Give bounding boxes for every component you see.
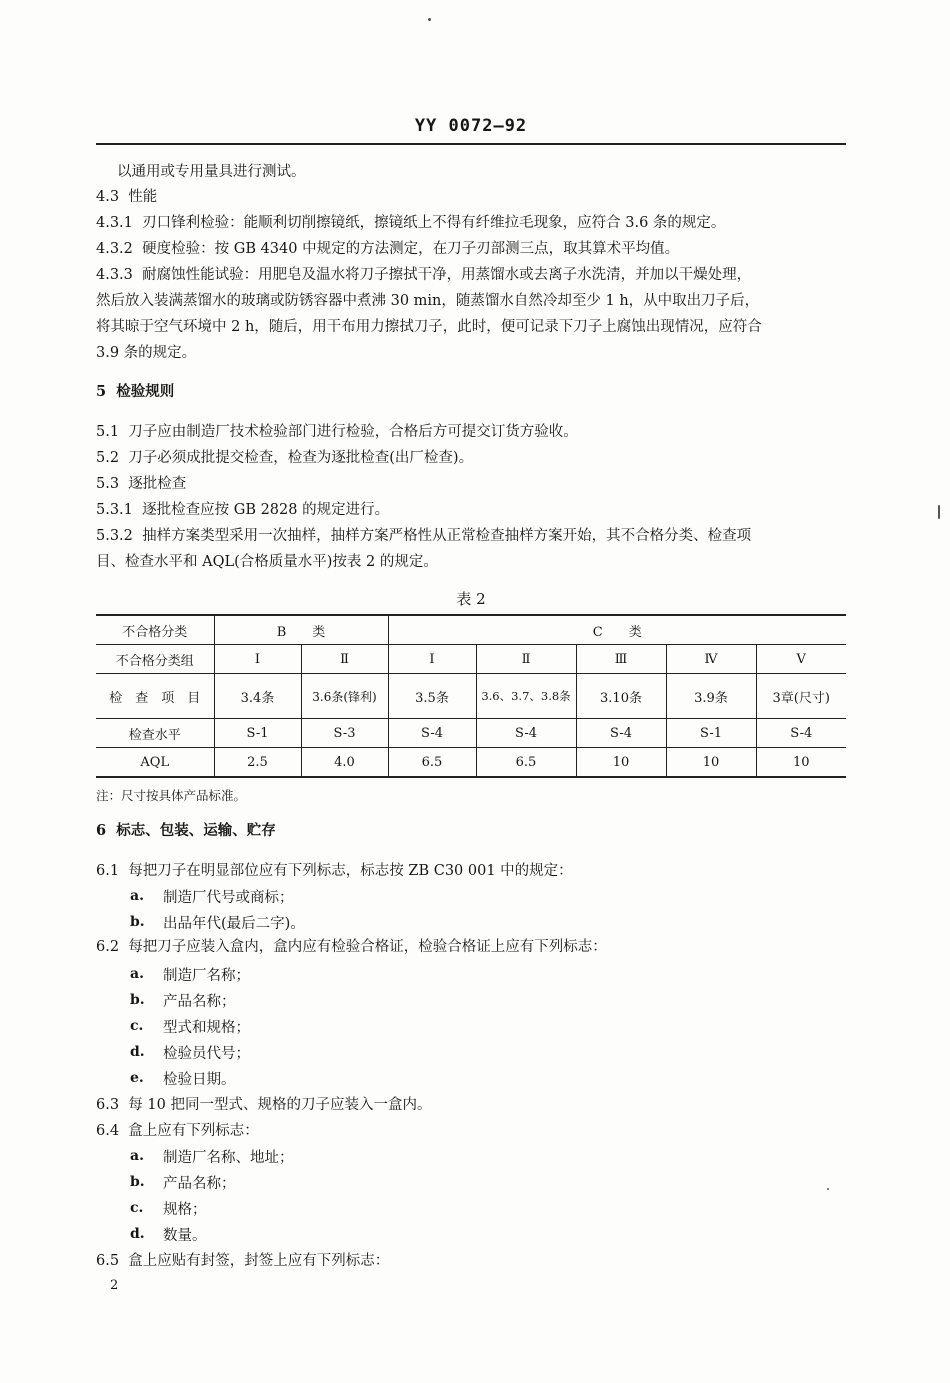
table-cell: 3.9条 — [666, 674, 756, 719]
table-cell: Ⅰ — [388, 645, 476, 674]
list-item-text: 产品名称； — [163, 1176, 236, 1192]
clause-number: 6.5 — [96, 1253, 120, 1269]
table-row-class — [96, 615, 846, 645]
clause-number: 5.3.2 — [96, 528, 133, 544]
list-item-text: 规格； — [163, 1202, 207, 1218]
clause-5-2 — [96, 448, 473, 468]
table-cell: 2.5 — [214, 748, 301, 778]
clause-number: 4.3.3 — [96, 267, 133, 283]
clause-number: 5.2 — [96, 450, 120, 466]
clause-text: 刃口锋利检验：能顺利切削擦镜纸，擦镜纸上不得有纤维拉毛现象，应符合 3.6 条的规定。 — [142, 215, 726, 231]
table-cell: 3.4条 — [214, 674, 301, 719]
list-item-text: 制造厂代号或商标； — [163, 890, 294, 906]
section-4-3 — [96, 187, 157, 207]
clause-text: 每把刀子在明显部位应有下列标志，标志按 ZB C30 001 中的规定： — [128, 863, 573, 879]
clause-4-3-3-line2: 然后放入装满蒸馏水的玻璃或防锈容器中煮沸 30 min，随蒸馏水自然冷却至少 1 h，从中取出刀子后， — [96, 293, 760, 309]
table-cell: 10 — [666, 748, 756, 778]
clause-4-3-3-line4: 3.9 条的规定。 — [96, 345, 197, 361]
scan-mark — [938, 505, 940, 519]
table-cell: S-4 — [576, 719, 666, 748]
list-item-text: 出品年代(最后二字)。 — [163, 916, 305, 932]
clause-4-3-3-line3: 将其晾于空气环境中 2 h，随后，用干布用力擦拭刀子，此时，便可记录下刀子上腐蚀出现情况，应符合 — [96, 319, 762, 335]
clause-text: 盒上应贴有封签，封签上应有下列标志： — [128, 1253, 390, 1269]
inspection-table — [96, 614, 846, 778]
clause-5-3-1 — [96, 500, 389, 520]
table-cell: 3.5条 — [388, 674, 476, 719]
clause-number: 4.3.2 — [96, 241, 133, 257]
scan-speck — [827, 1188, 829, 1190]
section-6 — [96, 821, 276, 841]
list-item-letter: b. — [130, 1174, 145, 1190]
table-row-group — [96, 645, 846, 674]
list-item-text: 数量。 — [163, 1228, 207, 1244]
row-label: 检查水平 — [96, 719, 214, 748]
clause-4-3-3 — [96, 265, 751, 285]
table-cell: Ⅲ — [576, 645, 666, 674]
list-item-letter: b. — [130, 992, 145, 1008]
clause-number: 5.3.1 — [96, 502, 133, 518]
table-cell: 3.6、3.7、3.8条 — [476, 674, 576, 719]
list-item-letter: a. — [130, 888, 144, 904]
page-number: 2 — [110, 1278, 119, 1293]
table-caption: 表 2 — [456, 590, 486, 608]
clause-6-2 — [96, 937, 607, 957]
list-item-letter: c. — [130, 1200, 144, 1216]
header-rule — [96, 143, 846, 145]
list-item-text: 型式和规格； — [163, 1020, 250, 1036]
clause-text: 硬度检验：按 GB 4340 中规定的方法测定，在刀子刃部测三点，取其算术平均值。 — [142, 241, 680, 257]
section-title: 标志、包装、运输、贮存 — [116, 822, 276, 839]
table-cell: 4.0 — [301, 748, 388, 778]
clause-text: 每 10 把同一型式、规格的刀子应装入一盒内。 — [128, 1097, 432, 1113]
table-row-level — [96, 719, 846, 748]
list-item-letter: a. — [130, 966, 144, 982]
clause-number: 6.2 — [96, 939, 120, 955]
clause-6-3 — [96, 1095, 431, 1115]
scan-speck — [428, 18, 431, 21]
table-cell: Ⅱ — [476, 645, 576, 674]
continuation-text: 以通用或专用量具进行测试。 — [117, 164, 306, 180]
section-5 — [96, 382, 174, 402]
clause-text: 盒上应有下列标志： — [128, 1123, 259, 1139]
list-item-text: 制造厂名称、地址； — [163, 1150, 294, 1166]
table-cell: Ⅳ — [666, 645, 756, 674]
list-item-text: 产品名称； — [163, 994, 236, 1010]
document-header: YY 0072—92 — [414, 116, 528, 136]
table-cell: 10 — [756, 748, 846, 778]
clause-6-5 — [96, 1251, 389, 1271]
row-label: 不合格分类 — [96, 615, 214, 645]
clause-5-1 — [96, 422, 578, 442]
list-item-letter: a. — [130, 1148, 144, 1164]
clause-text: 耐腐蚀性能试验：用肥皂及温水将刀子擦拭干净，用蒸馏水或去离子水洗清，并加以干燥处理， — [142, 267, 752, 283]
list-item-letter: c. — [130, 1018, 144, 1034]
clause-text: 每把刀子应装入盒内，盒内应有检验合格证，检验合格证上应有下列标志： — [128, 939, 607, 955]
list-item-text: 制造厂名称； — [163, 968, 250, 984]
row-label: AQL — [96, 748, 214, 778]
table-cell: Ⅴ — [756, 645, 846, 674]
table-cell: S-3 — [301, 719, 388, 748]
table-cell: S-1 — [214, 719, 301, 748]
clause-text: 刀子应由制造厂技术检验部门进行检验，合格后方可提交订货方验收。 — [128, 424, 578, 440]
section-title: 逐批检查 — [128, 476, 187, 492]
clause-number: 6.1 — [96, 863, 120, 879]
section-number: 6 — [96, 822, 107, 839]
clause-text: 逐批检查应按 GB 2828 的规定进行。 — [142, 502, 390, 518]
clause-text: 刀子必须成批提交检查，检查为逐批检查(出厂检查)。 — [128, 450, 474, 466]
table-cell: 6.5 — [388, 748, 476, 778]
clause-6-4 — [96, 1121, 259, 1141]
clause-text: 抽样方案类型采用一次抽样，抽样方案严格性从正常检查抽样方案开始，其不合格分类、检查项 — [142, 528, 752, 544]
table-cell: 3章(尺寸) — [756, 674, 846, 719]
section-5-3 — [96, 474, 186, 494]
table-cell: S-4 — [756, 719, 846, 748]
list-item-text: 检验日期。 — [163, 1072, 236, 1088]
clause-number: 5.1 — [96, 424, 120, 440]
table-cell: 3.10条 — [576, 674, 666, 719]
list-item-letter: d. — [130, 1044, 145, 1060]
clause-number: 6.3 — [96, 1097, 120, 1113]
clause-4-3-1 — [96, 213, 725, 233]
class-b-header: B 类 — [214, 615, 388, 645]
clause-5-3-2 — [96, 526, 751, 546]
section-number: 5.3 — [96, 476, 120, 492]
table-cell: 6.5 — [476, 748, 576, 778]
table-row-items — [96, 674, 846, 719]
section-title: 性能 — [128, 189, 158, 205]
list-item-letter: e. — [130, 1070, 144, 1086]
table-cell: 3.6条(锋利) — [301, 674, 388, 719]
table-cell: S-4 — [388, 719, 476, 748]
clause-5-3-2-line2: 目、检查水平和 AQL(合格质量水平)按表 2 的规定。 — [96, 554, 438, 570]
clause-4-3-2 — [96, 239, 679, 259]
class-c-header: C 类 — [388, 615, 846, 645]
section-number: 4.3 — [96, 189, 120, 205]
clause-6-1 — [96, 861, 573, 881]
table-cell: 10 — [576, 748, 666, 778]
table-row-aql — [96, 748, 846, 778]
section-title: 检验规则 — [116, 383, 175, 400]
table-cell: Ⅱ — [301, 645, 388, 674]
section-number: 5 — [96, 383, 107, 400]
list-item-letter: d. — [130, 1226, 145, 1242]
row-label: 检 查 项 目 — [96, 674, 214, 719]
clause-number: 4.3.1 — [96, 215, 133, 231]
table-cell: Ⅰ — [214, 645, 301, 674]
table-cell: S-1 — [666, 719, 756, 748]
list-item-letter: b. — [130, 914, 145, 930]
table-cell: S-4 — [476, 719, 576, 748]
table-note: 注：尺寸按具体产品标准。 — [96, 788, 247, 803]
row-label: 不合格分类组 — [96, 645, 214, 674]
list-item-text: 检验员代号； — [163, 1046, 250, 1062]
clause-number: 6.4 — [96, 1123, 120, 1139]
